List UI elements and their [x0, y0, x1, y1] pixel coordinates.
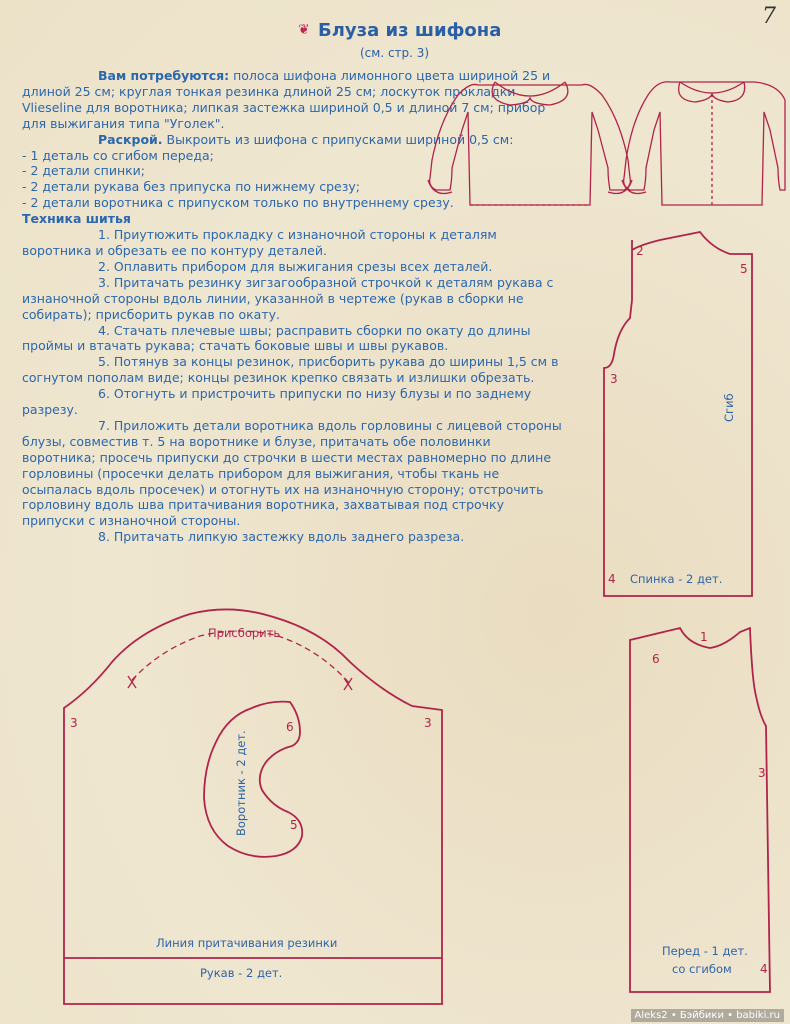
- cutting-item: - 1 деталь со сгибом переда;: [22, 147, 214, 163]
- sleeve-pattern-label: Рукав - 2 дет.: [200, 966, 283, 980]
- materials-heading: Вам потребуются:: [98, 68, 230, 83]
- watermark-credit: Aleks2 • Бэйбики • babiki.ru: [631, 1009, 785, 1022]
- technique-step: 4. Стачать плечевые швы; расправить сборки по окату до длины проймы и втачать рукава; стачать боковые швы и швы рукавов.: [22, 322, 531, 354]
- cutting-item: - 2 детали воротника с припуском только по внутреннему срезу.: [22, 195, 454, 211]
- page-subtitle: (см. стр. 3): [360, 46, 430, 60]
- front-pattern-label-line2: со сгибом: [672, 962, 732, 976]
- technique-step: 3. Притачать резинку зигзагообразной строчкой к деталям рукава с изнаночной стороны вдоль линии, указанной в чертеже (рукав в сборки не собирать); присборить рукав по окату.: [22, 274, 554, 322]
- cutting-heading: Раскрой.: [98, 131, 163, 147]
- point-label: 4: [760, 962, 768, 976]
- elastic-line-label: Линия притачивания резинки: [156, 936, 338, 950]
- point-label: 5: [740, 262, 748, 276]
- page-title: Блуза из шифона: [318, 20, 502, 41]
- point-label: 3: [610, 372, 618, 386]
- technique-step: 7. Приложить детали воротника вдоль горловины с лицевой стороны блузы, совместив т. 5 на воротнике и блузе, притачать обе половинки воротника; просечь припуски до строчки в шести местах равномерно по длине горловины (просечки делать прибором для выжигания, чтобы ткань не осыпалась вдоль просечек) и отогнуть их на изнаночную сторону; отстрочить горловину вдоль шва притачивания воротника, захватывая под строчку припуски с изнаночной стороны.: [22, 417, 562, 529]
- technique-heading: Техника шитья: [22, 211, 131, 227]
- point-label: 5: [290, 818, 298, 832]
- front-pattern-label-line1: Перед - 1 дет.: [662, 944, 748, 958]
- back-pattern-label: Спинка - 2 дет.: [630, 572, 723, 586]
- technique-step: 1. Приутюжить прокладку с изнаночной стороны к деталям воротника и обрезать ее по контуру деталей.: [22, 227, 497, 258]
- point-label: 6: [652, 652, 660, 666]
- cutting-item: - 2 детали спинки;: [22, 163, 145, 179]
- collar-pattern-label: Воротник - 2 дет.: [234, 730, 248, 836]
- page-number: 7: [762, 4, 776, 29]
- gather-label: Присборить: [208, 626, 281, 640]
- point-label: 3: [424, 716, 432, 730]
- point-label: 4: [608, 572, 616, 586]
- point-label: 3: [70, 716, 78, 730]
- point-label: 3: [758, 766, 766, 780]
- technique-step: 6. Отогнуть и пристрочить припуски по низу блузы и по заднему разрезу.: [22, 386, 532, 418]
- point-label: 1: [700, 630, 708, 644]
- heart-ornament-icon: ❦: [298, 22, 310, 38]
- cutting-item: - 2 детали рукава без припуска по нижнему срезу;: [22, 179, 360, 195]
- front-pattern: [630, 628, 770, 992]
- technique-step: 8. Притачать липкую застежку вдоль заднего разреза.: [98, 529, 465, 545]
- technique-step: 5. Потянув за концы резинок, присборить рукава до ширины 1,5 см в согнутом пополам виде; концы резинок крепко связать и излишки обрезать.: [22, 354, 559, 386]
- blouse-back-illustration: [622, 82, 785, 205]
- point-label: 6: [286, 720, 294, 734]
- cutting-text: Выкроить из шифона с припусками шириной 0,5 см:: [162, 131, 514, 147]
- back-fold-label: Сгиб: [722, 393, 736, 422]
- point-label: 2: [636, 244, 644, 258]
- technique-step: 2. Оплавить прибором для выжигания срезы всех деталей.: [98, 258, 493, 274]
- blouse-front-illustration: [428, 82, 632, 205]
- materials-text: полоса шифона лимонного цвета шириной 25 и длиной 25 см; круглая тонкая резинка длиной 25 см; лоскуток прокладки Vlieseline для воротника; липкая застежка шириной 0,5 и длиной 7 см; прибор для выжигания типа "Уголек".: [22, 68, 551, 131]
